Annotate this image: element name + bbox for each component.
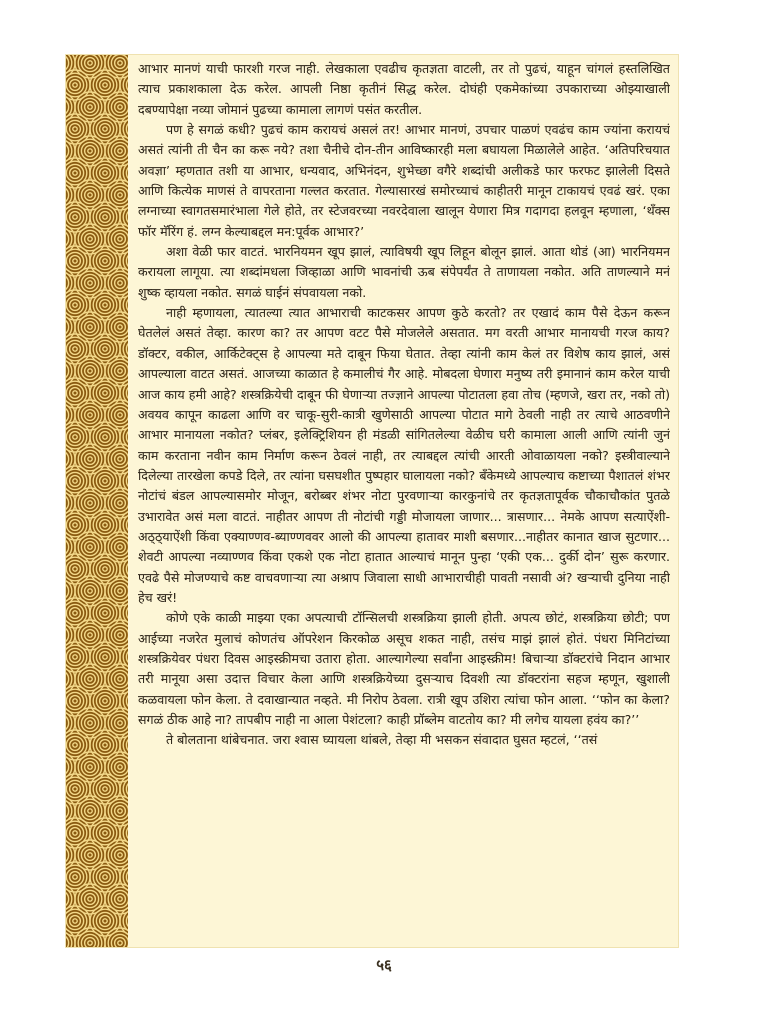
paragraph: नाही म्हणायला, त्यातल्या त्यात आभाराची काटकसर आपण कुठे करतो? तर एखादं काम पैसे देऊन करून घेतलेलं असतं तेव्हा. कारण का? तर आपण वटट पैसे मोजलेले असतात. मग वरती आभार मानायची गरज काय? डॉक्टर, वकील, आर्किटेक्ट्स हे आपल्या मते दाबून फिया घेतात. तेव्हा त्यांनी काम केलं तर विशेष काय झालं, असं आपल्याला वाटत असतं. आजच्या काळात हे कमालीचं गैर आहे. मोबदला घेणारा मनुष्य तरी इमानानं काम करेल याची आज काय हमी आहे? शस्त्रक्रियेची दाबून फी घेणाऱ्या तज्ज्ञाने आपल्या पोटातला हवा तोच (म्हणजे, खरा तर, नको तो) अवयव कापून काढला आणि वर चाकू-सुरी-कात्री खुणेसाठी आपल्या पोटात मागे ठेवली नाही तर त्याचे आठवणीने आभार मानायला नकोत? प्लंबर, इलेक्ट्रिशियन ही मंडळी सांगितलेल्या वेळीच घरी कामाला आली आणि त्यांनी जुनं काम करताना नवीन काम निर्माण करून ठेवलं नाही, तर त्याबद्दल त्यांची आरती ओवाळायला नको? इस्त्रीवाल्याने दिलेल्या तारखेला कपडे दिले, तर त्यांना घसघशीत पुष्पहार घालायला नको? बँकेमध्ये आपल्याच कष्टाच्या पैशातलं शंभर नोटांचं बंडल आपल्यासमोर मोजून, बरोब्बर शंभर नोटा पुरवणाऱ्या कारकुनांचे तर कृतज्ञतापूर्वक चौकाचौकांत पुतळे उभारावेत असं मला वाटतं. नाहीतर आपण ती नोटांची गड्डी मोजायला जाणार... त्रासणार... नेमके आपण सत्याऐंशी-अठ्ठ्याऐंशी किंवा एक्याण्णव-ब्याण्णववर आलो की आपल्या हातावर माशी बसणार...नाहीतर कानात खाज सुटणार... शेवटी आपल्या नव्याण्णव किंवा एकशे एक नोटा हातात आल्याचं मानून पुन्हा ‘एकी एक... दुर्की दोन’ सुरू करणार. एवढे पैसे मोजण्याचे कष्ट वाचवणाऱ्या त्या अश्राप जिवाला साधी आभाराचीही पावती नसावी अं? खऱ्याची दुनिया नाही हेच खरं! bbox=[138, 305, 670, 605]
paragraph: ते बोलताना थांबेचनात. जरा श्वास घ्यायला थांबले, तेव्हा मी भसकन संवादात घुसत म्हटलं, ‘‘तसं bbox=[166, 732, 598, 748]
swirl-pattern bbox=[66, 55, 128, 947]
paragraph: कोणे एके काळी माझ्या एका अपत्याची टॉन्सिलची शस्त्रक्रिया झाली होती. अपत्य छोटं, शस्त्रक्रिया छोटी; पण आईच्या नजरेत मुलाचं कोणतंच ऑपरेशन किरकोळ असूच शकत नाही, तसंच माझं झालं होतं. पंधरा मिनिटांच्या शस्त्रक्रियेवर पंधरा दिवस आइस्क्रीमचा उतारा होता. आल्यागेल्या सर्वांना आइस्क्रीम! बिचाऱ्या डॉक्टरांचे निदान आभार तरी मानूया असा उदात्त विचार केला आणि शस्त्रक्रियेच्या दुसऱ्याच दिवशी त्या डॉक्टरांना सहज म्हणून, खुशाली कळवायला फोन केला. ते दवाखान्यात नव्हते. मी निरोप ठेवला. रात्री खूप उशिरा त्यांचा फोन आला. ‘‘फोन का केला? सगळं ठीक आहे ना? तापबीप नाही ना आला पेशंटला? काही प्रॉब्लेम वाटतोय का? मी लगेच यायला हवंय का?’’ bbox=[138, 610, 670, 727]
decorative-border bbox=[66, 55, 128, 947]
paragraph: पण हे सगळं कधी? पुढचं काम करायचं असलं तर! आभार मानणं, उपचार पाळणं एवढंच काम ज्यांना करायचं असतं त्यांनी ती चैन का करू नये? तशा चैनीचे दोन-तीन आविष्कारही मला बघायला मिळालेले आहेत. ‘अतिपरिचयात अवज्ञा’ म्हणतात तशी या आभार, धन्यवाद, अभिनंदन, शुभेच्छा वगैरे शब्दांची अलीकडे फार फरफट झालेली दिसते आणि कित्येक माणसं ते वापरताना गल्लत करतात. गेल्यासारखं समोरच्याचं काहीतरी मानून टाकायचं एवढं खरं. एका लग्नाच्या स्वागतसमारंभाला गेले होते, तर स्टेजवरच्या नवरदेवाला खालून येणारा मित्र गदागदा हलवून म्हणाला, ‘थँक्स फॉर मॅरिंग हं. लग्न केल्याबद्दल मन:पूर्वक आभार?’ bbox=[138, 122, 670, 239]
page-number: ५६ bbox=[376, 956, 392, 974]
paragraph: अशा वेळी फार वाटतं. भारनियमन खूप झालं, त्याविषयी खूप लिहून बोलून झालं. आता थोडं (आ) भारनियमन करायला लागूया. त्या शब्दांमधला जिव्हाळा आणि भावनांची ऊब संपेपर्यंत ते ताणायला नकोत. अति ताणल्याने मनं शुष्क व्हायला नकोत. सगळं घाईनं संपवायला नको. bbox=[138, 244, 670, 300]
paragraph: आभार मानणं याची फारशी गरज नाही. लेखकाला एवढीच कृतज्ञता वाटली, तर तो पुढचं, याहून चांगलं हस्तलिखित त्याच प्रकाशकाला देऊ करेल. आपली निष्ठा कृतीनं सिद्ध करेल. दोघंही एकमेकांच्या उपकाराच्या ओझ्याखाली दबण्यापेक्षा नव्या जोमानं पुढच्या कामाला लागणं पसंत करतील. bbox=[138, 61, 670, 117]
text-body bbox=[138, 59, 670, 939]
